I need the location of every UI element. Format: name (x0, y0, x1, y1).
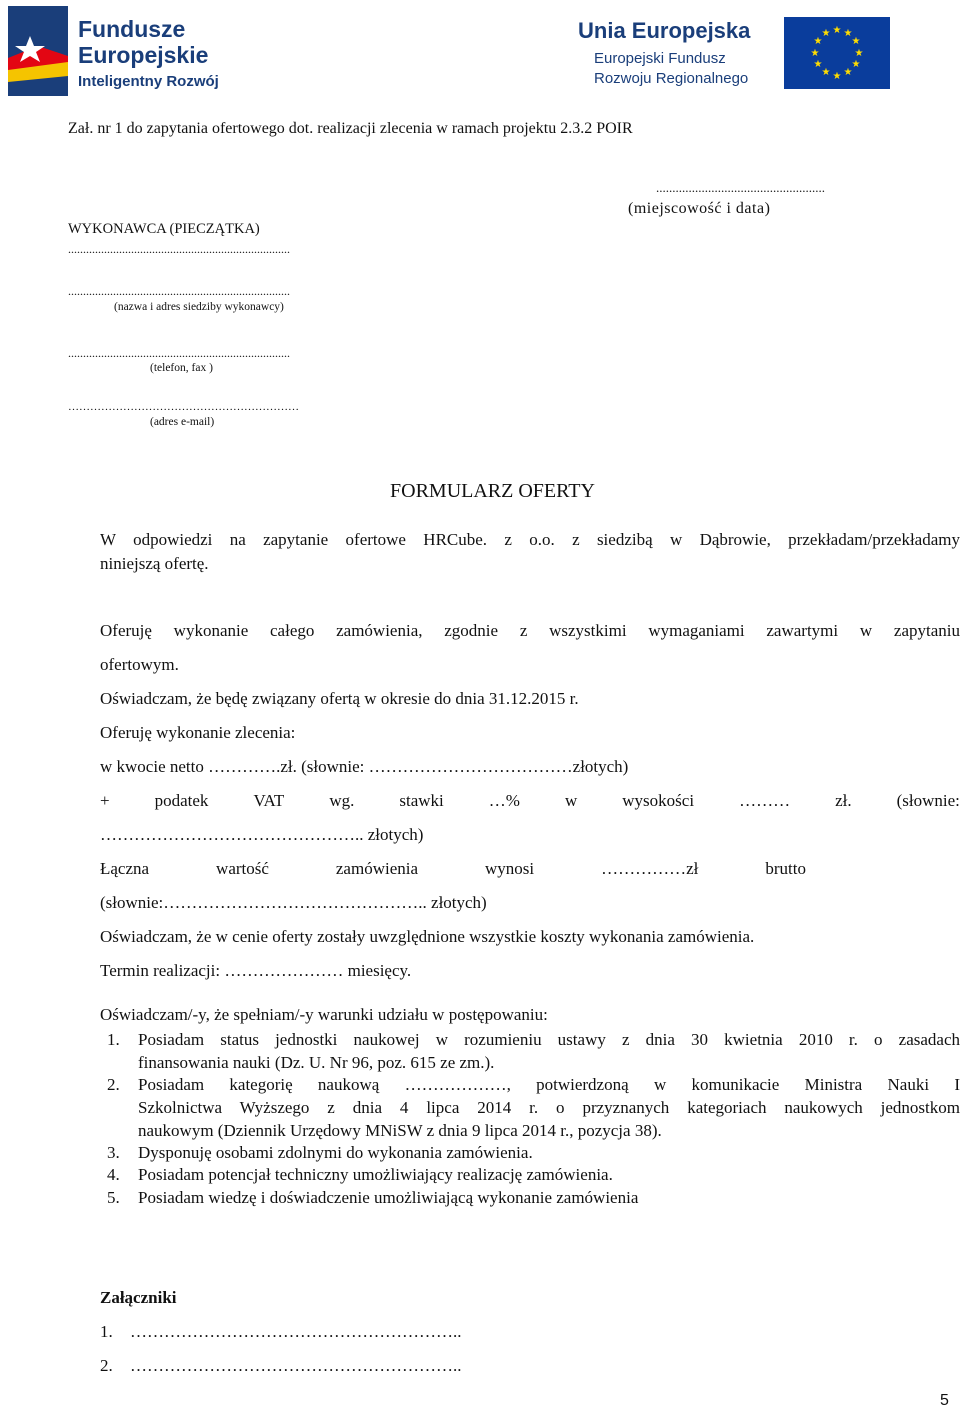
condition-number: 4. (107, 1165, 120, 1184)
attachments-heading: Załączniki (100, 1288, 177, 1307)
condition-text: naukowym (Dziennik Urzędowy MNiSW z dnia 9 lipca 2014 r., pozycja 38). (138, 1121, 662, 1140)
contractor-dots-1: .......................................................................... (68, 242, 290, 256)
vat-line-2: ……………………………………….. złotych) (100, 825, 424, 844)
contractor-dots-4: ……………………………………………………… (68, 401, 299, 413)
condition-item (100, 1141, 960, 1164)
vat-word: wysokości (622, 791, 695, 810)
offer-execution: Oferuję wykonanie zlecenia: (100, 723, 296, 742)
total-word: brutto (765, 859, 806, 878)
condition-text: Dysponuję osobami zdolnymi do wykonania zamówienia. (138, 1143, 533, 1162)
vat-word: zł. (835, 791, 852, 810)
page-title: FORMULARZ OFERTY (390, 480, 595, 502)
attachment-item (100, 1356, 462, 1376)
svg-text:★: ★ (813, 59, 823, 70)
attachment-number: 1. (100, 1322, 113, 1341)
total-word: wartość (216, 859, 269, 878)
vat-word: …% (488, 791, 520, 810)
vat-word: ……… (739, 791, 791, 810)
total-line (100, 859, 806, 879)
attachment-reference: Zał. nr 1 do zapytania ofertowego dot. realizacji zlecenia w ramach projektu 2.3.2 POIR (68, 120, 633, 137)
attachment-item (100, 1322, 462, 1342)
attachment-number: 2. (100, 1356, 113, 1375)
vat-word: w (564, 791, 578, 810)
costs-included-declaration: Oświadczam, że w cenie oferty zostały uwzględnione wszystkie koszty wykonania zamówienia. (100, 927, 755, 946)
svg-text:★: ★ (832, 71, 842, 82)
email-label: (adres e-mail) (150, 416, 215, 428)
ue-logo-line2: Europejski Fundusz (594, 50, 726, 67)
fe-star-icon (8, 6, 68, 96)
svg-text:★: ★ (810, 48, 820, 59)
fundusze-europejskie-logo (8, 4, 238, 96)
svg-text:★: ★ (821, 67, 831, 78)
svg-text:★: ★ (821, 28, 831, 39)
vat-word: (słownie: (896, 791, 960, 810)
eu-flag-icon (784, 17, 890, 89)
contractor-stamp-label: WYKONAWCA (PIECZĄTKA) (68, 221, 260, 237)
vat-word: podatek (154, 791, 209, 810)
condition-number: 5. (107, 1188, 120, 1207)
svg-text:★: ★ (832, 25, 842, 36)
declaration-bound: Oświadczam, że będę związany ofertą w okresie do dnia 31.12.2015 r. (100, 689, 579, 708)
svg-text:★: ★ (843, 28, 853, 39)
fe-logo-line2: Europejskie (78, 42, 209, 68)
svg-text:★: ★ (843, 67, 853, 78)
condition-text: Posiadam wiedzę i doświadczenie umożliwiającą wykonanie zamówienia (138, 1188, 639, 1207)
condition-item (100, 1073, 960, 1142)
condition-text: Posiadam kategorię naukową ………………, potwierdzoną w komunikacie Ministra Nauki I (138, 1075, 960, 1094)
condition-item (100, 1028, 960, 1074)
vat-word: wg. (329, 791, 355, 810)
contractor-dots-3: .......................................................................... (68, 346, 290, 360)
condition-text: finansowania nauki (Dz. U. Nr 96, poz. 615 ze zm.). (138, 1053, 495, 1072)
vat-word: VAT (253, 791, 285, 810)
condition-item (100, 1186, 960, 1209)
svg-text:★: ★ (813, 36, 823, 47)
vat-line (100, 791, 960, 811)
realization-term: Termin realizacji: ………………… miesięcy. (100, 961, 412, 980)
contractor-dots-2: .......................................................................... (68, 284, 290, 298)
attachment-dots: ………………………………………………….. (130, 1322, 462, 1341)
svg-text:★: ★ (854, 48, 864, 59)
attachment-dots: ………………………………………………….. (130, 1356, 462, 1375)
page-number: 5 (940, 1392, 949, 1409)
conditions-heading: Oświadczam/-y, że spełniam/-y warunki udziału w postępowaniu: (100, 1005, 548, 1024)
ue-logo-line1: Unia Europejska (578, 18, 751, 43)
condition-text: Posiadam status jednostki naukowej w rozumieniu ustawy z dnia 30 kwietnia 2010 r. o zasadach (138, 1030, 960, 1049)
intro-line-1: W odpowiedzi na zapytanie ofertowe HRCube. z o.o. z siedzibą w Dąbrowie, przekładam/przekładamy (100, 530, 960, 549)
svg-text:★: ★ (851, 59, 861, 70)
fe-logo-line1: Fundusze (78, 16, 186, 42)
condition-item (100, 1163, 960, 1186)
condition-number: 2. (107, 1075, 120, 1094)
place-date-label: (miejscowość i data) (628, 200, 771, 217)
netto-amount-line: w kwocie netto ………….zł. (słownie: ………………………………złotych) (100, 757, 629, 776)
svg-text:★: ★ (851, 36, 861, 47)
offer-line-2: ofertowym. (100, 655, 179, 674)
total-line-2: (słownie:……………………………………….. złotych) (100, 893, 487, 912)
fe-logo-line3: Inteligentny Rozwój (78, 73, 219, 90)
vat-word: + (100, 791, 110, 810)
condition-text: Szkolnictwa Wyższego z dnia 4 lipca 2014 r. o przyznanych kategoriach naukowych jednostkom (138, 1098, 960, 1117)
total-word: zamówienia (335, 859, 419, 878)
offer-line-1: Oferuję wykonanie całego zamówienia, zgodnie z wszystkimi wymaganiami zawartymi w zapytaniu (100, 621, 960, 640)
place-date-dots: .................................................... (656, 180, 825, 195)
unia-europejska-logo (578, 14, 890, 94)
phone-fax-label: (telefon, fax ) (150, 362, 213, 374)
intro-line-2: niniejszą ofertę. (100, 554, 209, 573)
total-word: Łączna (100, 859, 150, 878)
ue-logo-line3: Rozwoju Regionalnego (594, 70, 749, 87)
total-word: ……………zł (601, 859, 699, 878)
condition-number: 1. (107, 1030, 120, 1049)
vat-word: stawki (399, 791, 444, 810)
condition-text: Posiadam potencjał techniczny umożliwiający realizację zamówienia. (138, 1165, 613, 1184)
name-address-label: (nazwa i adres siedziby wykonawcy) (114, 301, 284, 313)
total-word: wynosi (485, 859, 535, 878)
condition-number: 3. (107, 1143, 120, 1162)
